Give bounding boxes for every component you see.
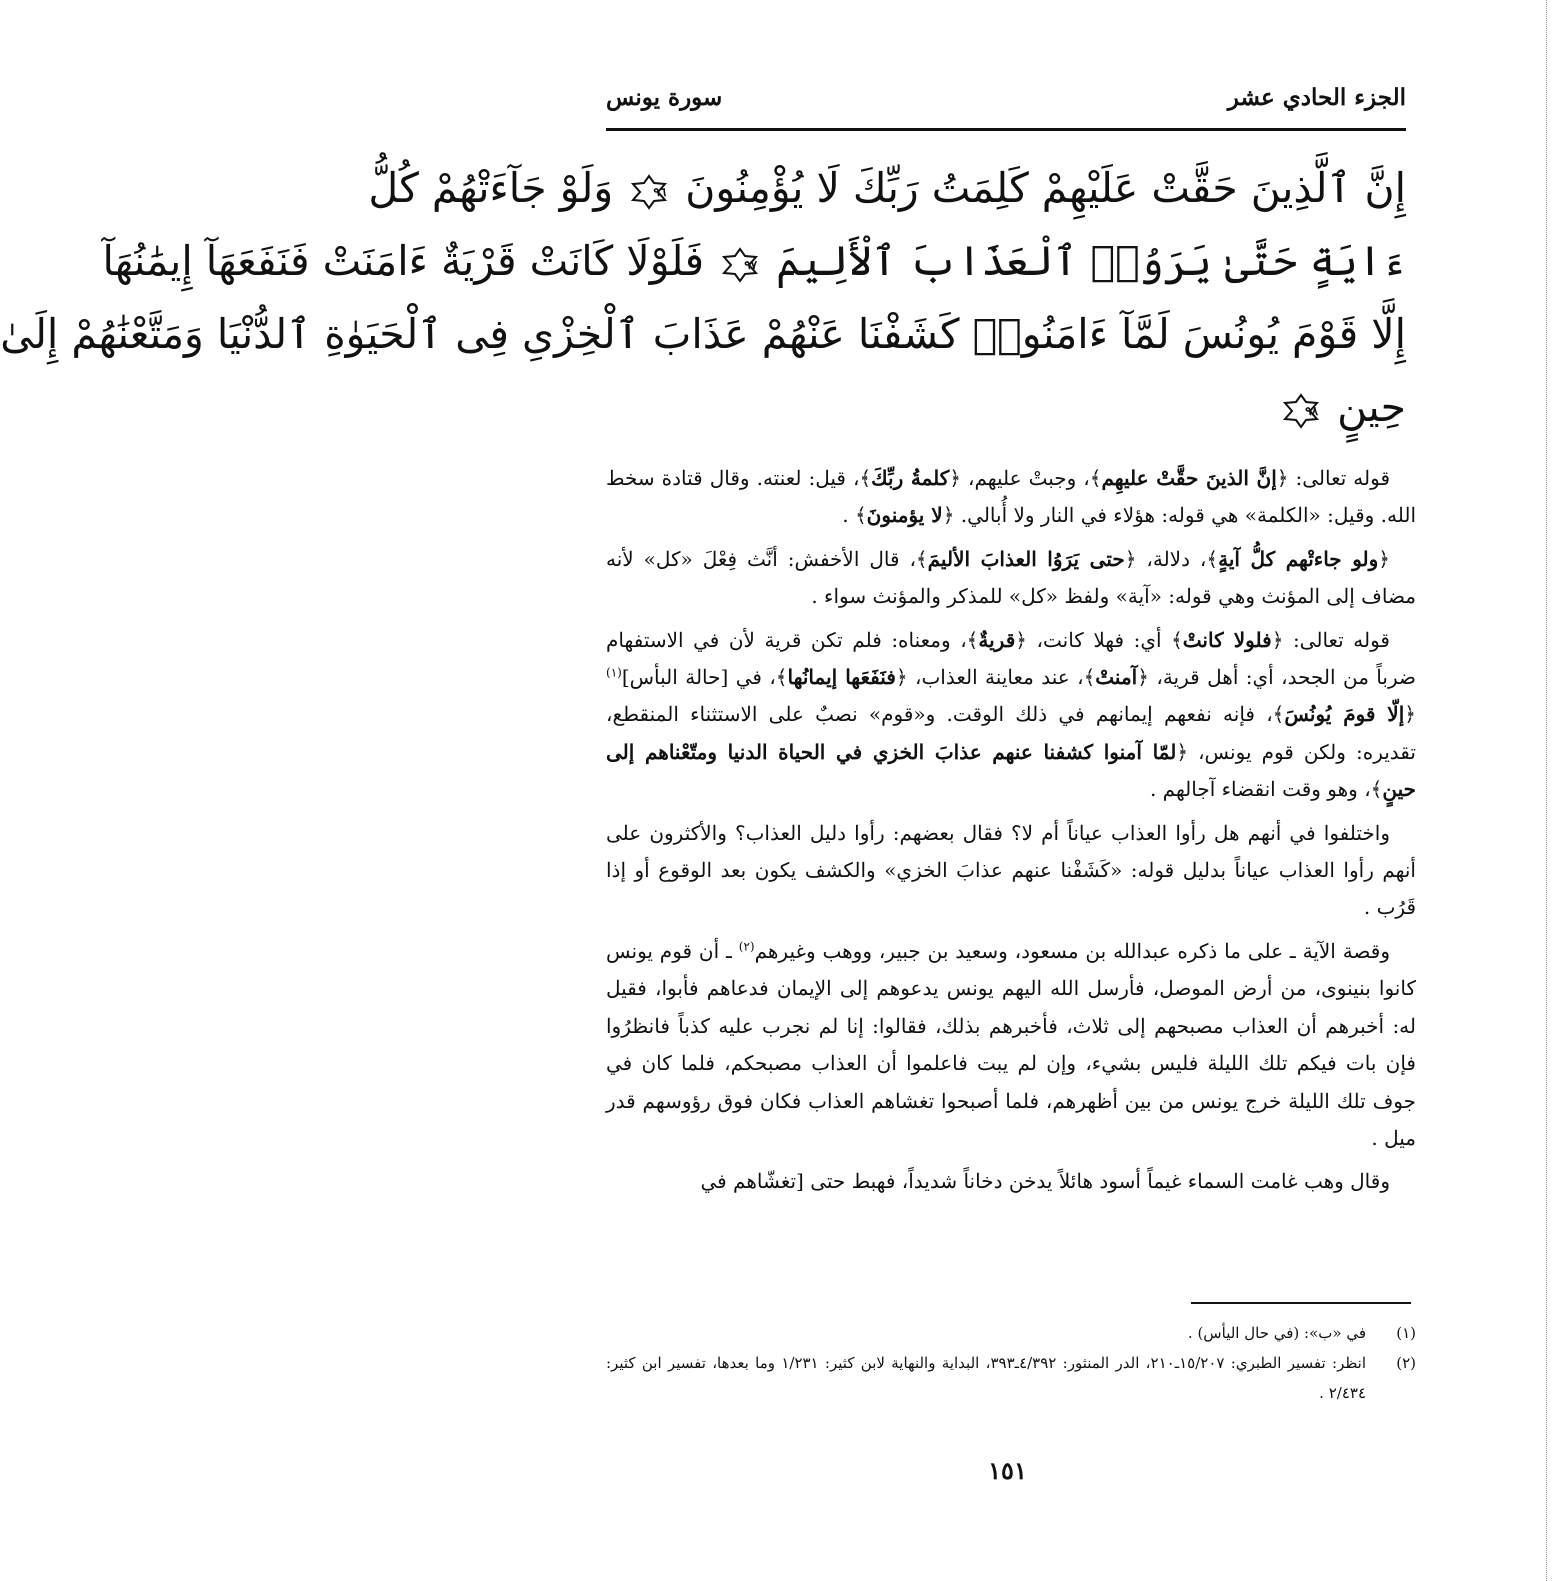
commentary-paragraph: قوله تعالى: ﴿إنَّ الذينَ حقَّتْ عليهِم﴾، وجبتْ عليهم، ﴿كلمةُ ربِّكَ﴾، قيل: لعنته. وقال قتادة سخط الله. وقيل: «الكلمة» هي قوله: هؤلاء في النار ولا أُبالي. ﴿لا يؤمنونَ﴾ . [606, 466, 1416, 528]
quran-text: فَلَوْلَا كَانَتْ قَرْيَةٌ ءَامَنَتْ فَنَفَعَهَآ إِيمَٰنُهَآ [102, 237, 705, 285]
commentary-paragraph: وقال وهب غامت السماء غيماً أسود هائلاً يدخن دخاناً شديداً، فهبط حتى [تغشّاهم في [700, 1169, 1390, 1194]
ayah-number: ٩٧ [744, 257, 758, 272]
ayah-number-marker [723, 248, 757, 282]
quran-text: حِينٍ [1337, 383, 1406, 431]
ayah-number: ٩٦ [653, 184, 667, 199]
quran-verses-block [0, 152, 1406, 444]
footnote-text: في «ب»: (في حال اليأس) . [1187, 1324, 1366, 1342]
header-surah-title: سورة يونس [606, 84, 723, 111]
header-divider [606, 128, 1406, 131]
commentary-paragraph: قوله تعالى: ﴿فلولا كانتْ﴾ أي: فهلا كانت، ﴿قريةٌ﴾، ومعناه: فلم تكن قرية لأن في الاستفهام ضرباً من الجحد، أي: أهل قرية، ﴿آمنتْ﴾، عند معاينة العذاب، ﴿فنَفَعَها إيمانُها﴾، في [حالة البأس]$^{(١)}$ ﴿إلّا قومَ يُونُسَ﴾، فإنه نفعهم إيمانهم في ذلك الوقت. و«قوم» نصبٌ على الاستثناء المنقطع، تقديره: ولكن قوم يونس، ﴿لمّا آمنوا كشفنا عنهم عذابَ الخزي في الحياة الدنيا ومتّعْناهم إلى حينٍ﴾، وهو وقت انقضاء آجالهم . [606, 627, 1416, 802]
footnote [606, 1348, 1416, 1408]
footnote-number: (١) [1396, 1324, 1416, 1342]
quran-text: إِلَّا قَوْمَ يُونُسَ لَمَّآ ءَامَنُوا۟ كَشَفْنَا عَنْهُمْ عَذَابَ ٱلْخِزْىِ فِى ٱلْحَيَوٰةِ ٱلدُّنْيَا وَمَتَّعْنَٰهُمْ إِلَىٰ [0, 310, 1406, 358]
commentary-body [606, 460, 1416, 1207]
page-number: ١٥١ [988, 1456, 1027, 1485]
ayah-number-marker [1284, 394, 1318, 428]
footnote-divider [1191, 1302, 1411, 1304]
quran-line [0, 298, 1406, 371]
footnotes [606, 1318, 1416, 1408]
quran-text: ءَايَةٍ حَتَّىٰ يَرَوُا۟ ٱلْعَذَابَ ٱلْأَلِيمَ [776, 237, 1406, 285]
running-header [606, 78, 1406, 118]
commentary-paragraph: ﴿ولو جاءتْهم كلُّ آيةٍ﴾، دلالة، ﴿حتى يَرَوُا العذابَ الأليمَ﴾، قال الأخفش: أنَّث فِعْلَ «كل» لأنه مضاف إلى المؤنث وهي قوله: «آية» ولفظ «كل» للمذكر والمؤنث سواء . [606, 546, 1416, 609]
ayah-number-marker [632, 175, 666, 209]
quran-line [102, 225, 1406, 298]
footnote-text: انظر: تفسير الطبري: ١٥/٢٠٧ـ٢١٠، الدر المنثور: ٤/٣٩٢ـ٣٩٣، البداية والنهاية لابن كثير: ١/٢٣١ وما بعدها، تفسير ابن كثير: ٢/٤٣٤ . [606, 1354, 1366, 1402]
quran-text: وَلَوْ جَآءَتْهُمْ كُلُّ [368, 164, 614, 212]
ayah-number: ٩٨ [1305, 403, 1319, 418]
quran-text: إِنَّ ٱلَّذِينَ حَقَّتْ عَلَيْهِمْ كَلِمَتُ رَبِّكَ لَا يُؤْمِنُونَ [685, 164, 1406, 212]
quran-line [606, 371, 1406, 444]
page-edge-dotted-line [1546, 0, 1547, 1581]
quran-line [368, 152, 1406, 225]
footnote [606, 1318, 1416, 1348]
commentary-paragraph: وقصة الآية ـ على ما ذكره عبدالله بن مسعود، وسعيد بن جبير، ووهب وغيرهم$^{(٢)}$ ـ أن قوم يونس كانوا بنينوى، من أرض الموصل، فأرسل الله اليهم يونس يدعوهم إلى الإيمان فدعاهم فأبوا، فقيل له: أخبرهم أن العذاب مصبحهم إلى ثلاث، فأخبرهم بذلك، فقالوا: إنا لم نجرب عليه كذباً فانظرُوا فإن بات فيكم تلك الليلة فليس بشيء، وإن لم يبت فاعلموا أن العذاب مصبحكم، فلما كان في جوف تلك الليلة خرج يونس من بين أظهرهم، فلما أصبحوا تغشاهم العذاب فكان فوق رؤوسهم قدر ميل . [606, 938, 1416, 1150]
header-part-title: الجزء الحادي عشر [1227, 84, 1406, 111]
commentary-paragraph: واختلفوا في أنهم هل رأوا العذاب عياناً أم لا؟ فقال بعضهم: رأوا دليل العذاب؟ والأكثرون على أنهم رأوا العذاب عياناً بدليل قوله: «كَشَفْنا عنهم عذابَ الخزي» والكشف يكون بعد الوقوع أو إذا قَرُب . [606, 820, 1416, 920]
footnote-number: (٢) [1396, 1354, 1416, 1372]
